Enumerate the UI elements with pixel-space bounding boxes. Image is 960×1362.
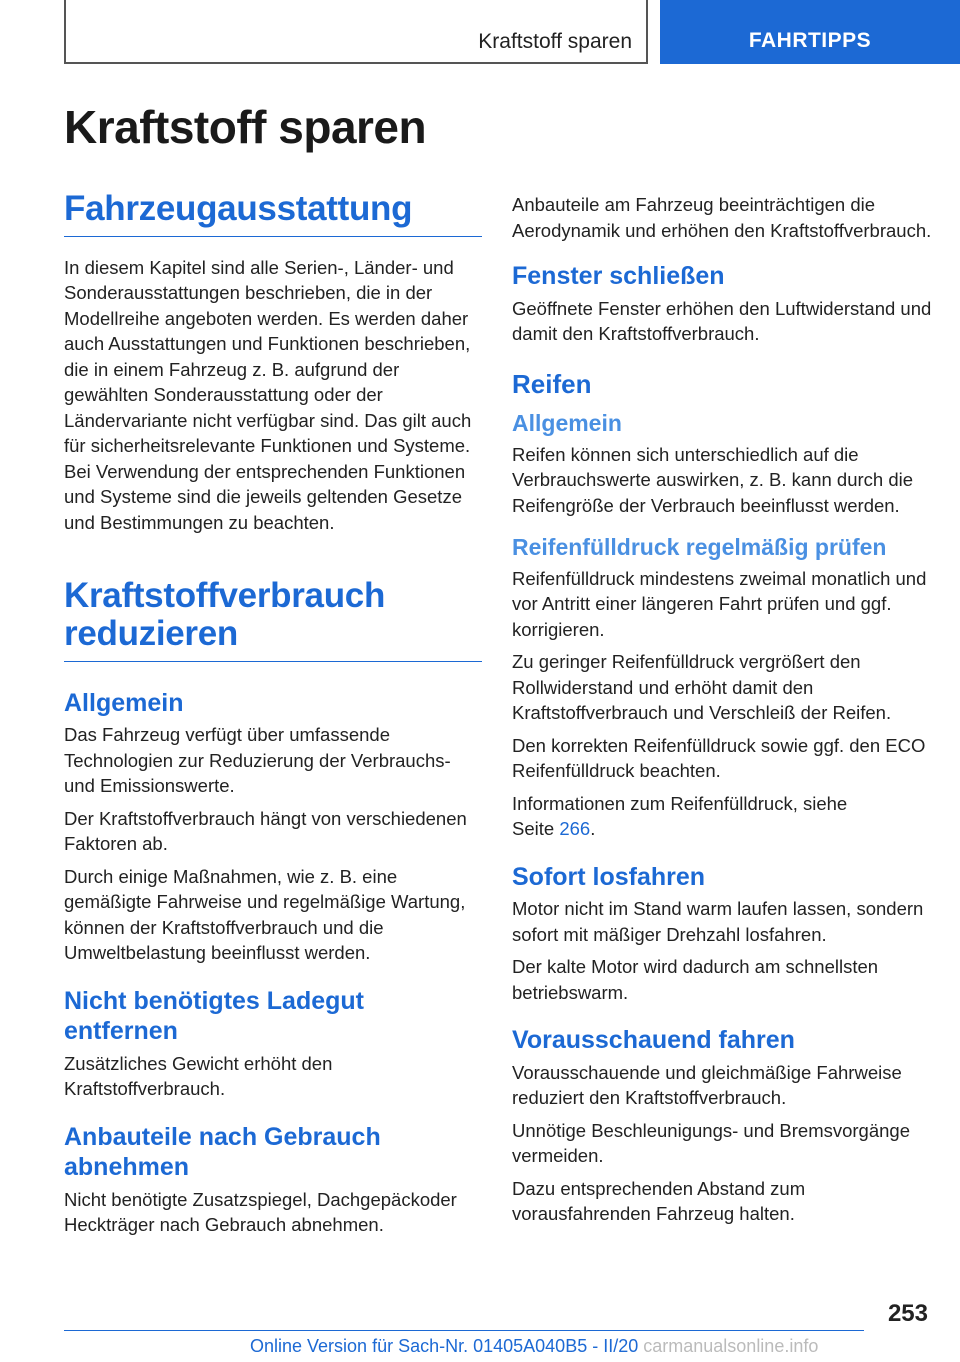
heading-sofort-losfahren: Sofort losfahren xyxy=(512,862,706,891)
paragraph-druck-4-end: . xyxy=(590,818,596,840)
heading-reifen-allgemein: Allgemein xyxy=(512,410,622,437)
header-chapter-tab[interactable]: FAHRTIPPS xyxy=(660,0,960,64)
paragraph-fenster: Geöffnete Fenster erhöhen den Luftwiderstand und damit den Kraftstoffverbrauch. xyxy=(512,297,932,344)
header-section-box xyxy=(64,0,648,64)
left-column xyxy=(64,190,482,1245)
paragraph-fahrzeugausstattung: In diesem Kapitel sind alle Serien-, Länder- und Sonderausstattungen beschrieben, die in der Modellreihe angeboten werden. Es werden daher auch Ausstattungen und Funktionen beschrieben, die in einem Fahrzeug z. B. aufgrund der gewählten Sonderausstattung oder der Ländervariante nicht verfügbar sind. Das gilt auch für sicherheitsrelevante Funktionen und Systeme. Bei Verwendung der entsprechenden Funktionen und Systeme sind die jeweils geltenden Gesetze und Bestimmungen zu beachten. xyxy=(64,256,472,533)
heading-anbauteile: Anbauteile nach Gebrauch abnehmen xyxy=(64,1122,381,1182)
footer xyxy=(250,1336,818,1357)
paragraph-losfahren-2: Der kalte Motor wird dadurch am schnellsten betriebswarm. xyxy=(512,956,879,1003)
paragraph-anbauteile: Nicht benötigte Zusatzspiegel, Dachgepäckoder Heckträger nach Gebrauch abnehmen. xyxy=(64,1188,457,1236)
paragraph-druck-4-seite: Seite xyxy=(512,818,555,840)
page-title: Kraftstoff sparen xyxy=(64,101,427,153)
heading-vorausschauend: Vorausschauend fahren xyxy=(512,1026,795,1055)
paragraph-reifen-allgemein: Reifen können sich unterschiedlich auf die Verbrauchswerte auswirken, z. B. kann durch die Reifengröße der Verbrauch beeinflusst werden. xyxy=(512,443,914,516)
heading-reifenfuelldruck: Reifenfülldruck regelmäßig prüfen xyxy=(512,534,887,561)
heading-fahrzeugausstattung: Fahrzeugausstattung xyxy=(64,190,482,237)
heading-allgemein: Allgemein xyxy=(64,688,184,717)
heading-ladegut: Nicht benötigtes Ladegut entfernen xyxy=(64,986,364,1046)
paragraph-voraus-2: Unnötige Beschleunigungs- und Bremsvorgänge vermeiden. xyxy=(512,1119,911,1167)
footer-divider xyxy=(64,1330,864,1331)
page-link-266[interactable]: 266 xyxy=(559,818,591,840)
paragraph-allgemein-2: Der Kraftstoffverbrauch hängt von verschiedenen Faktoren ab. xyxy=(64,807,467,855)
paragraph-allgemein-1: Das Fahrzeug verfügt über umfassende Technologien zur Reduzierung der Verbrauchs- und Emissionswerte. xyxy=(64,724,451,797)
header-section-title: Kraftstoff sparen xyxy=(478,30,632,53)
paragraph-losfahren-1: Motor nicht im Stand warm laufen lassen, sondern sofort mit mäßiger Drehzahl losfahren. xyxy=(512,898,924,945)
heading-fenster: Fenster schließen xyxy=(512,262,725,290)
paragraph-druck-4 xyxy=(512,791,932,842)
heading-kraftstoffverbrauch: Kraftstoffverbrauch reduzieren xyxy=(64,577,482,662)
paragraph-druck-2: Zu geringer Reifenfülldruck vergrößert den Rollwiderstand und erhöht damit den Kraftstoffverbrauch und Verschleiß der Reifen. xyxy=(512,651,892,724)
paragraph-druck-4-text: Informationen zum Reifenfülldruck, siehe xyxy=(512,792,848,814)
paragraph-druck-3: Den korrekten Reifenfülldruck sowie ggf. den ECO Reifenfülldruck beachten. xyxy=(512,734,926,782)
paragraph-voraus-1: Vorausschauende und gleichmäßige Fahrweise reduziert den Kraftstoffverbrauch. xyxy=(512,1061,902,1109)
right-column xyxy=(512,192,932,1234)
page-number: 253 xyxy=(887,1300,928,1327)
heading-reifen: Reifen xyxy=(512,368,592,399)
paragraph-ladegut: Zusätzliches Gewicht erhöht den Kraftstoffverbrauch. xyxy=(64,1052,333,1100)
footer-watermark: carmanualsonline.info xyxy=(643,1336,819,1356)
paragraph-druck-1: Reifenfülldruck mindestens zweimal monatlich und vor Antritt einer längeren Fahrt prüfen und ggf. korrigieren. xyxy=(512,567,927,640)
paragraph-allgemein-3: Durch einige Maßnahmen, wie z. B. eine gemäßigte Fahrweise und regelmäßige Wartung, können der Kraftstoffverbrauch und die Umweltbelastung beeinflusst werden. xyxy=(64,865,466,964)
paragraph-anbauteile-continued: Anbauteile am Fahrzeug beeinträchtigen die Aerodynamik und erhöhen den Kraftstoffverbrauch. xyxy=(512,194,932,241)
footer-online-version: Online Version für Sach-Nr. 01405A040B5 - II/20 xyxy=(250,1336,639,1356)
paragraph-voraus-3: Dazu entsprechenden Abstand zum vorausfahrenden Fahrzeug halten. xyxy=(512,1177,806,1225)
